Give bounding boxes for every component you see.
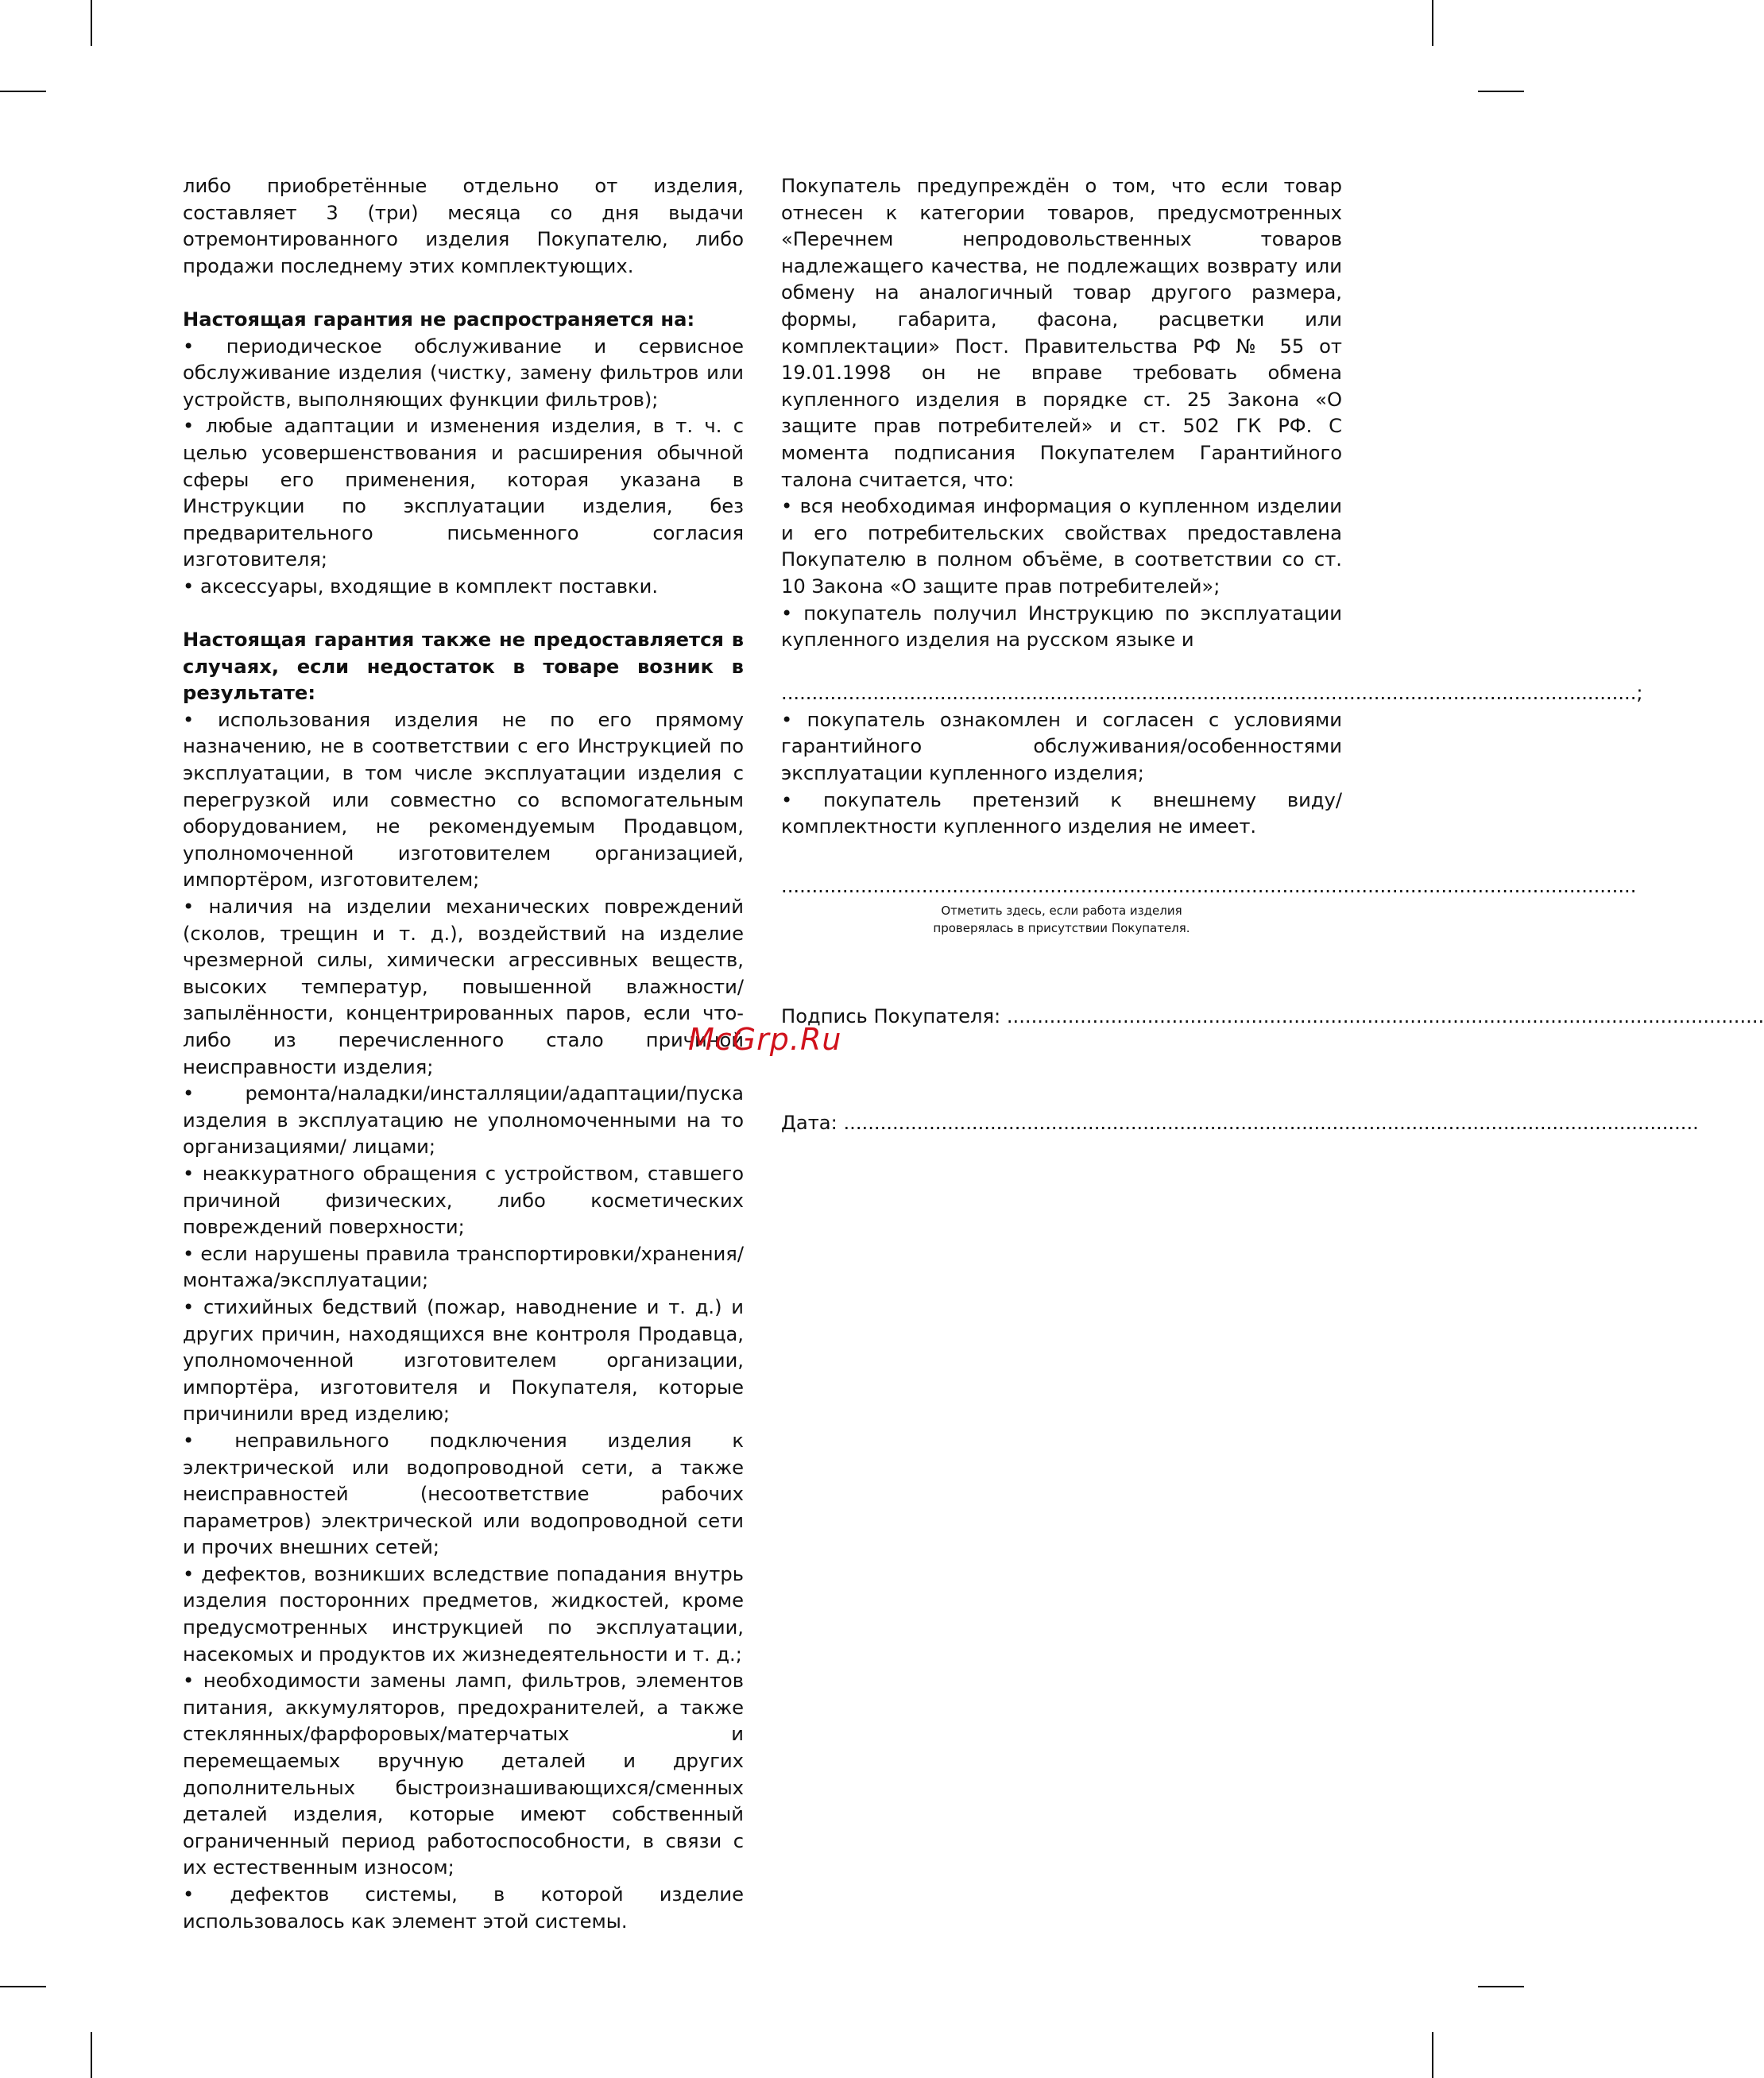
check-mark-line[interactable]: ............................................................................................................................................	[781, 875, 1637, 898]
list-item: • наличия на изделии механических повреждений (сколов, трещин и т. д.), воздействий на изделие чрезмерной силы, химически агрессивных веществ, высоких температур, повышенной влажности/запылённости, концентрированных паров, если что-либо из перечисленного стало причиной неисправности изделия;	[183, 896, 744, 1078]
list-item: • вся необходимая информация о купленном изделии и его потребительских свойствах предоставлена Покупателю в полном объёме, в соответствии со ст. 10 Закона «О защите прав потребителей»;	[781, 495, 1342, 598]
list-item: • использования изделия не по его прямому назначению, не в соответствии с его Инструкцией по эксплуатации, в том числе эксплуатации изделия с перегрузкой или совместно со вспомогательным оборудованием, не рекомендуемым Продавцом, уполномоченной изготовителем организацией, импортёром, изготовителем;	[183, 708, 744, 892]
crop-mark	[1432, 2032, 1433, 2078]
list-item: • покупатель претензий к внешнему виду/комплектности купленного изделия не имеет.	[781, 788, 1342, 838]
check-note	[781, 902, 1342, 937]
note-line: проверялась в присутствии Покупателя.	[933, 921, 1190, 936]
list-item: • ремонта/наладки/инсталляции/адаптации/пуска изделия в эксплуатацию не уполномоченными на то организациями/ лицами;	[183, 1082, 744, 1159]
list-item: • неправильного подключения изделия к электрической или водопроводной сети, а также неисправностей (несоответствие рабочих параметров) электрической или водопроводной сети и прочих внешних сетей;	[183, 1429, 744, 1559]
list-item: • если нарушены правила транспортировки/хранения/монтажа/эксплуатации;	[183, 1242, 744, 1292]
list-item: • покупатель получил Инструкцию по эксплуатации купленного изделия на русском языке и	[781, 602, 1342, 652]
crop-mark	[1478, 91, 1524, 92]
crop-mark	[1432, 0, 1433, 46]
list-item: • дефектов, возникших вследствие попадания внутрь изделия посторонних предметов, жидкостей, кроме предусмотренных инструкцией по эксплуатации, насекомых и продуктов их жизнедеятельности и т. д.;	[183, 1562, 744, 1666]
list-item: • периодическое обслуживание и сервисное обслуживание изделия (чистку, замену фильтров или устройств, выполняющих функции фильтров);	[183, 335, 744, 411]
section-heading: Настоящая гарантия также не предоставляется в случаях, если недостаток в товаре возник в результате:	[183, 629, 744, 705]
list-item: • любые адаптации и изменения изделия, в т. ч. с целью усовершенствования и расширения обычной сферы его применения, которая указана в Инструкции по эксплуатации изделия, без предварительного письменного согласия изготовителя;	[183, 415, 744, 571]
semicolon: ;	[1636, 682, 1643, 705]
list-item: • неаккуратного обращения с устройством, ставшего причиной физических, либо косметических повреждений поверхности;	[183, 1162, 744, 1239]
date-label: Дата:	[781, 1111, 838, 1134]
crop-mark	[0, 1986, 46, 1987]
signature-field[interactable]: Подпись Покупателя: ............................................................................................................................	[781, 1004, 1342, 1031]
fill-in-line[interactable]: ............................................................................................................................................ ;	[781, 680, 1342, 707]
signature-label: Подпись Покупателя:	[781, 1005, 1001, 1028]
list-item: • необходимости замены ламп, фильтров, элементов питания, аккумуляторов, предохранителей, а также стеклянных/фарфоровых/матерчатых и перемещаемых вручную деталей и других дополнительных быстроизнашивающихся/сменных деталей изделия, которые имеют собственный ограниченный период работоспособности, в связи с их естественным износом;	[183, 1670, 744, 1879]
section-heading: Настоящая гарантия не распространяется на:	[183, 308, 695, 331]
crop-mark	[1478, 1986, 1524, 1987]
list-item: • аксессуары, входящие в комплект поставки.	[183, 575, 659, 598]
crop-mark	[91, 0, 92, 46]
crop-mark	[91, 2032, 92, 2078]
list-item: • стихийных бедствий (пожар, наводнение и т. д.) и других причин, находящихся вне контроля Продавца, уполномоченной изготовителем организации, импортёра, изготовителя и Покупателя, которые причинили вред изделию;	[183, 1295, 744, 1426]
date-field[interactable]: Дата: ............................................................................................................................................	[781, 1110, 1342, 1137]
paragraph: Покупатель предупреждён о том, что если товар отнесен к категории товаров, предусмотренных «Перечнем непродовольственных товаров надлежащего качества, не подлежащих возврату или обмену на аналогичный товар другого размера, формы, габарита, фасона, расцветки или комплектации» Пост. Правительства РФ № 55 от 19.01.1998 он не вправе требовать обмена купленного изделия в порядке ст. 25 Закона «О защите прав потребителей» и ст. 502 ГК РФ. С момента подписания Покупателем Гарантийного талона считается, что:	[781, 175, 1342, 491]
list-item: • покупатель ознакомлен и согласен с условиями гарантийного обслуживания/особенностями эксплуатации купленного изделия;	[781, 708, 1342, 785]
watermark: McGrp.Ru	[688, 1022, 842, 1057]
list-item: • дефектов системы, в которой изделие использовалось как элемент этой системы.	[183, 1883, 744, 1933]
right-column	[781, 173, 1764, 1136]
note-line: Отметить здесь, если работа изделия	[941, 904, 1182, 919]
crop-mark	[0, 91, 46, 92]
left-column	[183, 173, 744, 1935]
paragraph: либо приобретённые отдельно от изделия, составляет 3 (три) месяца со дня выдачи отремонтированного изделия Покупателю, либо продажи последнему этих комплектующих.	[183, 175, 744, 277]
